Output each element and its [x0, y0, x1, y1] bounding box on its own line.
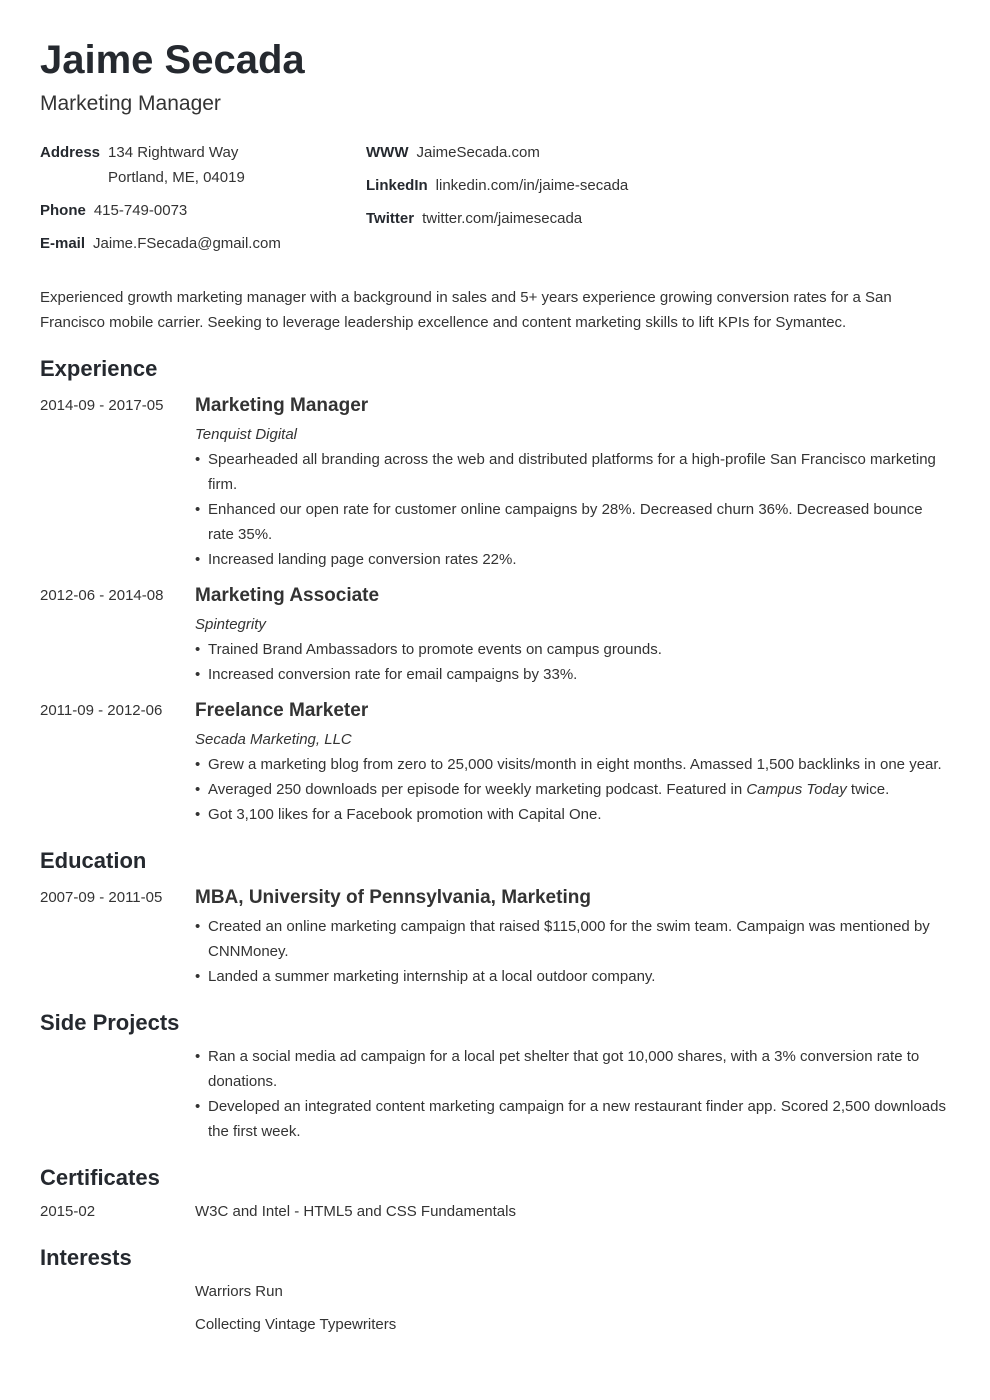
www-label: WWW [366, 144, 409, 161]
interest-item: Warriors Run [195, 1283, 283, 1300]
address-value [108, 140, 245, 190]
linkedin-label: LinkedIn [366, 177, 428, 194]
side-projects-heading: Side Projects [40, 1010, 180, 1035]
side-projects-bullets [195, 1044, 950, 1144]
experience-title: Marketing Manager [195, 395, 369, 416]
interest-item: Collecting Vintage Typewriters [195, 1316, 397, 1333]
publication-name: Campus Today [746, 781, 847, 798]
contact-left-column [40, 140, 281, 264]
email-row [40, 231, 281, 256]
www-link: JaimeSecada.com [416, 144, 540, 161]
email-value: Jaime.FSecada@gmail.com [93, 235, 281, 252]
twitter-label: Twitter [366, 210, 415, 227]
bullet-item [195, 777, 950, 802]
experience-company: Secada Marketing, LLC [195, 731, 352, 748]
podcast-text-before: Averaged 250 downloads per episode for weekly marketing podcast. Featured in [208, 781, 747, 798]
experience-title: Marketing Associate [195, 585, 380, 606]
bullet-item: • Got 3,100 likes for a Facebook promotion with Capital One. [195, 802, 950, 827]
phone-label: Phone [40, 202, 86, 219]
side-projects-body [195, 1044, 950, 1144]
certificates-heading: Certificates [40, 1165, 160, 1190]
podcast-text-after: twice. [846, 781, 890, 798]
education-dates: 2007-09 - 2011-05 [40, 889, 163, 906]
bullet-item: • Grew a marketing blog from zero to 25,000 visits/month in eight months. Amassed 1,500 backlinks in one year. [195, 752, 950, 777]
experience-title: Freelance Marketer [195, 700, 369, 721]
bullet-item: • Increased conversion rate for email campaigns by 33%. [195, 662, 950, 687]
address-row [40, 140, 281, 190]
education-bullets [195, 914, 950, 989]
phone-value: 415-749-0073 [93, 202, 188, 219]
bullet-item: • Landed a summer marketing internship at a local outdoor company. [195, 964, 950, 989]
interests-list [195, 1279, 950, 1337]
bullet-item: • Ran a social media ad campaign for a local pet shelter that got 10,000 shares, with a 3% conversion rate to donations. [195, 1044, 950, 1094]
bullet-item: • Trained Brand Ambassadors to promote events on campus grounds. [195, 637, 950, 662]
linkedin-link: linkedin.com/in/jaime-secada [435, 177, 629, 194]
experience-bullets [195, 447, 950, 572]
education-body [195, 885, 950, 989]
certificate-name: W3C and Intel - HTML5 and CSS Fundamentals [195, 1203, 516, 1220]
experience-dates: 2012-06 - 2014-08 [40, 587, 164, 604]
address-label: Address [40, 144, 101, 161]
bullet-item: • Spearheaded all branding across the web and distributed platforms for a high-profile San Francisco marketing firm. [195, 447, 950, 497]
experience-dates: 2011-09 - 2012-06 [40, 702, 163, 719]
professional-summary: Experienced growth marketing manager with a background in sales and 5+ years experience growing conversion rates for a San Francisco mobile carrier. Seeking to leverage leadership excellence and content marketing skills to lift KPIs for Symantec. [40, 289, 892, 331]
experience-bullets [195, 637, 950, 687]
experience-body [195, 393, 950, 572]
interests-heading: Interests [40, 1245, 132, 1270]
bullet-item: • Created an online marketing campaign that raised $115,000 for the swim team. Campaign was mentioned by CNNMoney. [195, 914, 950, 964]
experience-body [195, 698, 950, 827]
email-label: E-mail [40, 235, 86, 252]
experience-heading: Experience [40, 356, 158, 381]
experience-body [195, 583, 950, 687]
experience-bullets [195, 752, 950, 827]
twitter-link: twitter.com/jaimesecada [422, 210, 583, 227]
phone-row [40, 198, 281, 223]
certificate-body [195, 1199, 950, 1224]
twitter-row [366, 206, 628, 231]
education-heading: Education [40, 848, 147, 873]
education-title: MBA, University of Pennsylvania, Marketing [195, 887, 591, 908]
contact-right-column [366, 140, 628, 239]
address-line-1: 134 Rightward Way [108, 144, 239, 161]
certificate-date: 2015-02 [40, 1203, 96, 1220]
bullet-item: • Developed an integrated content marketing campaign for a new restaurant finder app. Scored 2,500 downloads the first week. [195, 1094, 950, 1144]
www-row [366, 140, 628, 165]
experience-company: Tenquist Digital [195, 426, 298, 443]
candidate-name: Jaime Secada [40, 38, 305, 82]
experience-dates: 2014-09 - 2017-05 [40, 397, 164, 414]
bullet-item: • Enhanced our open rate for customer online campaigns by 28%. Decreased churn 36%. Decreased bounce rate 35%. [195, 497, 950, 547]
linkedin-row [366, 173, 628, 198]
experience-company: Spintegrity [195, 616, 266, 633]
candidate-title: Marketing Manager [40, 92, 221, 115]
address-line-2: Portland, ME, 04019 [108, 169, 245, 186]
bullet-item: • Increased landing page conversion rates 22%. [195, 547, 950, 572]
